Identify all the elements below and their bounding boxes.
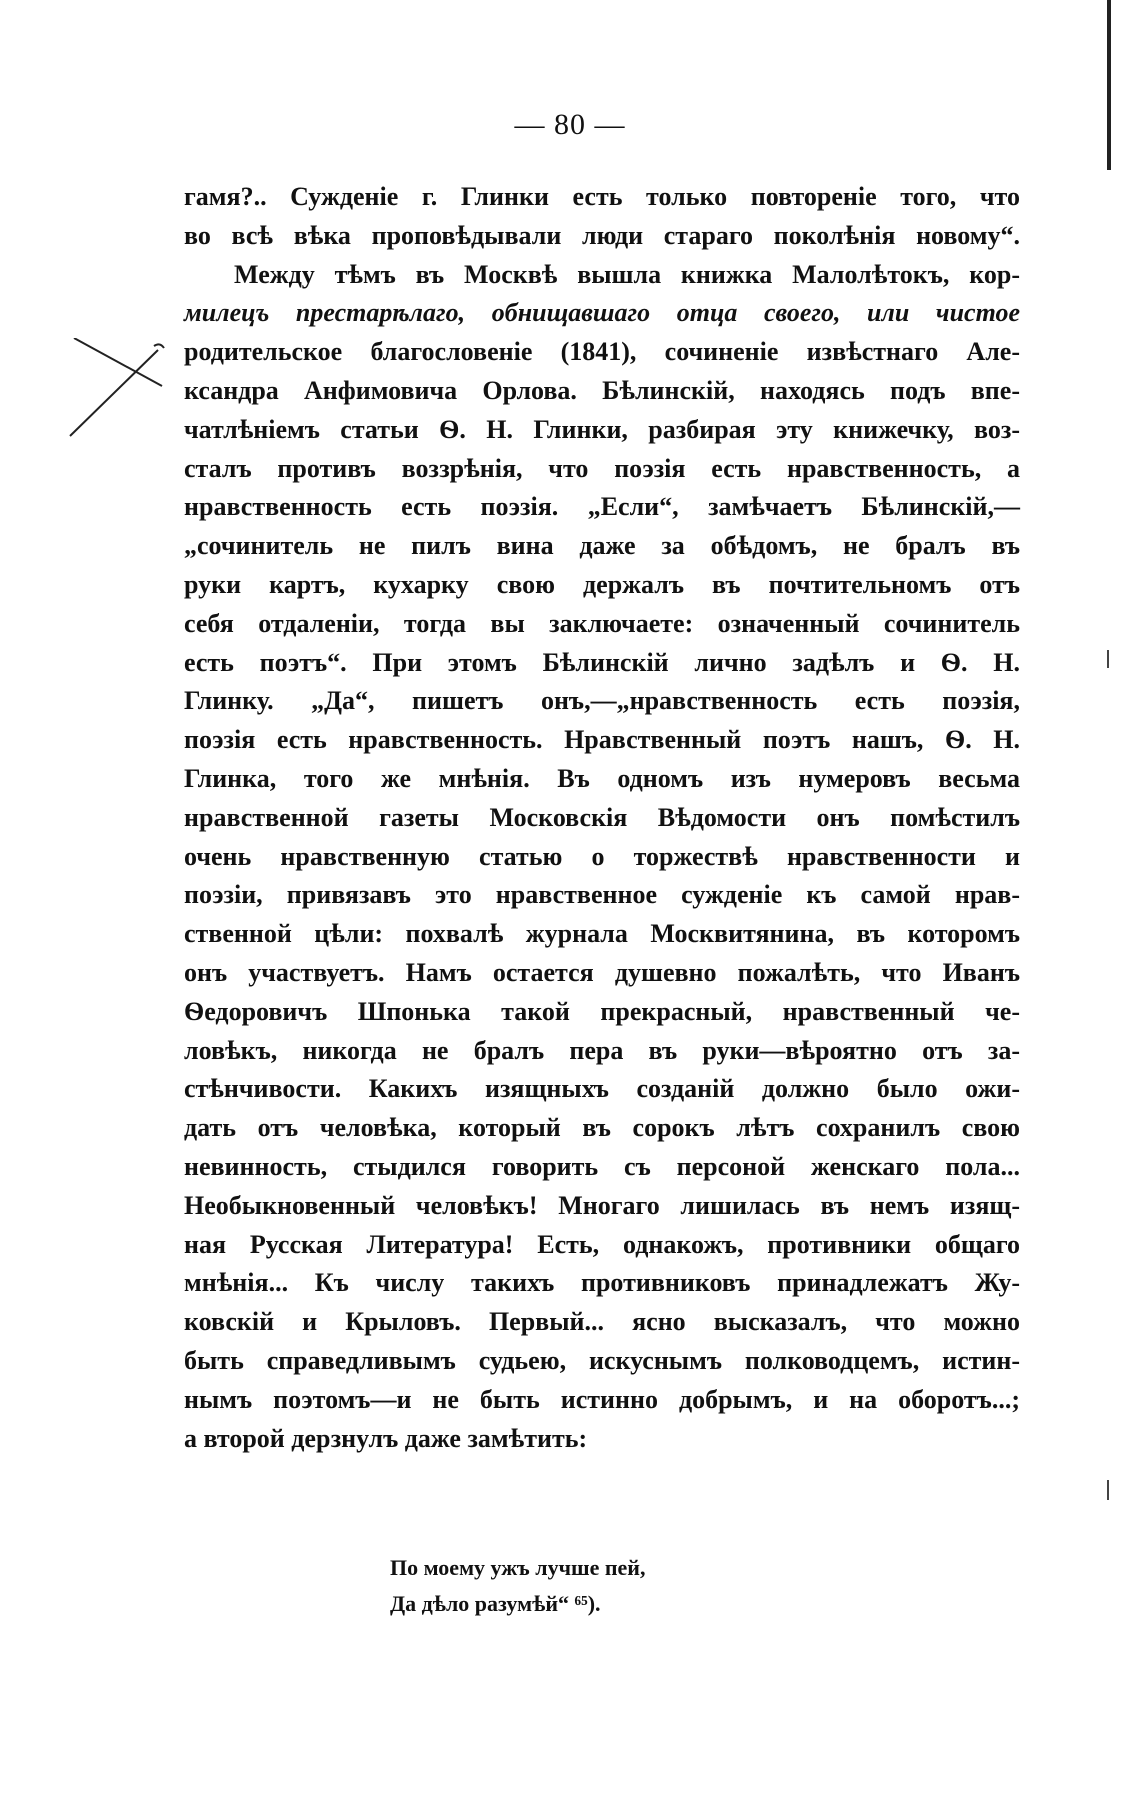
text-line: гамя?.. Сужденіе г. Глинки есть только повтореніе того, что — [184, 182, 1020, 211]
text-line: во всѣ вѣка проповѣдывали люди стараго поколѣнія новому“. — [184, 220, 1020, 250]
text-line: быть справедливымъ судьею, искуснымъ полководцемъ, истин- — [184, 1345, 1020, 1375]
verse-line: Да дѣло разумѣй“ ⁶⁵). — [390, 1591, 601, 1616]
verse-quote — [390, 1550, 645, 1622]
text-line: себя отдаленіи, тогда вы заключаете: означенный сочинитель — [184, 608, 1020, 638]
text-line: милецъ престарѣлаго, обнищавшаго отца своего, или чистое — [184, 298, 1020, 328]
text-line: поэзіи, привязавъ это нравственное сужденіе къ самой нрав- — [184, 880, 1020, 910]
text-line: есть поэтъ“. При этомъ Бѣлинскій лично задѣлъ и Ѳ. Н. — [184, 647, 1020, 677]
page-edge — [1107, 0, 1111, 170]
text-line: невинность, стыдился говорить съ персоной женскаго пола... — [184, 1151, 1020, 1181]
margin-cross-mark — [62, 338, 172, 438]
text-line: а второй дерзнулъ даже замѣтить: — [184, 1423, 588, 1453]
text-line: сталъ противъ воззрѣнія, что поэзія есть нравственность, а — [184, 453, 1020, 483]
text-line: Между тѣмъ въ Москвѣ вышла книжка Малолѣтокъ, кор- — [234, 259, 1020, 289]
edge-mark — [1107, 650, 1109, 668]
text-line: ственной цѣли: похвалѣ журнала Москвитянина, въ которомъ — [184, 919, 1020, 949]
page-number: — 80 — — [514, 108, 626, 141]
text-line: нымъ поэтомъ—и не быть истинно добрымъ, и на оборотъ...; — [184, 1384, 1020, 1414]
text-line: чатлѣніемъ статьи Ѳ. Н. Глинки, разбирая эту книжечку, воз- — [184, 414, 1020, 444]
text-line: ная Русская Литература! Есть, однакожъ, противники общаго — [184, 1229, 1020, 1259]
text-line: „сочинитель не пилъ вина даже за обѣдомъ, не бралъ въ — [184, 531, 1020, 561]
text-line: Необыкновенный человѣкъ! Многаго лишилась въ немъ изящ- — [184, 1190, 1020, 1220]
text-line: стѣнчивости. Какихъ изящныхъ созданій должно было ожи- — [184, 1074, 1020, 1104]
text-line: ковскій и Крыловъ. Первый... ясно высказалъ, что можно — [184, 1307, 1020, 1337]
text-line: Глинку. „Да“, пишетъ онъ,—„нравственность есть поэзія, — [184, 686, 1020, 716]
text-line: ксандра Анфимовича Орлова. Бѣлинскій, находясь подъ впе- — [184, 375, 1020, 405]
text-line: поэзія есть нравственность. Нравственный поэтъ нашъ, Ѳ. Н. — [184, 725, 1020, 755]
text-line: нравственной газеты Московскія Вѣдомости онъ помѣстилъ — [184, 802, 1020, 832]
text-line: Ѳедоровичъ Шпонька такой прекрасный, нравственный че- — [184, 996, 1020, 1026]
body-text — [184, 178, 1020, 1458]
text-line: мнѣнія... Къ числу такихъ противниковъ принадлежатъ Жу- — [184, 1268, 1020, 1298]
verse-line: По моему ужъ лучше пей, — [390, 1555, 646, 1580]
edge-mark — [1107, 1480, 1109, 1500]
text-line: руки картъ, кухарку свою держалъ въ почтительномъ отъ — [184, 569, 1020, 599]
text-line: онъ участвуетъ. Намъ остается душевно пожалѣть, что Иванъ — [184, 957, 1020, 987]
text-line: Глинка, того же мнѣнія. Въ одномъ изъ нумеровъ весьма — [184, 763, 1020, 793]
text-line: очень нравственную статью о торжествѣ нравственности и — [184, 841, 1020, 871]
text-line: ловѣкъ, никогда не бралъ пера въ руки—вѣроятно отъ за- — [184, 1035, 1020, 1065]
text-line: родительское благословеніе (1841), сочиненіе извѣстнаго Але- — [184, 337, 1020, 367]
text-line: нравственность есть поэзія. „Если“, замѣчаетъ Бѣлинскій,— — [184, 492, 1020, 522]
text-line: дать отъ человѣка, который въ сорокъ лѣтъ сохранилъ свою — [184, 1113, 1020, 1143]
